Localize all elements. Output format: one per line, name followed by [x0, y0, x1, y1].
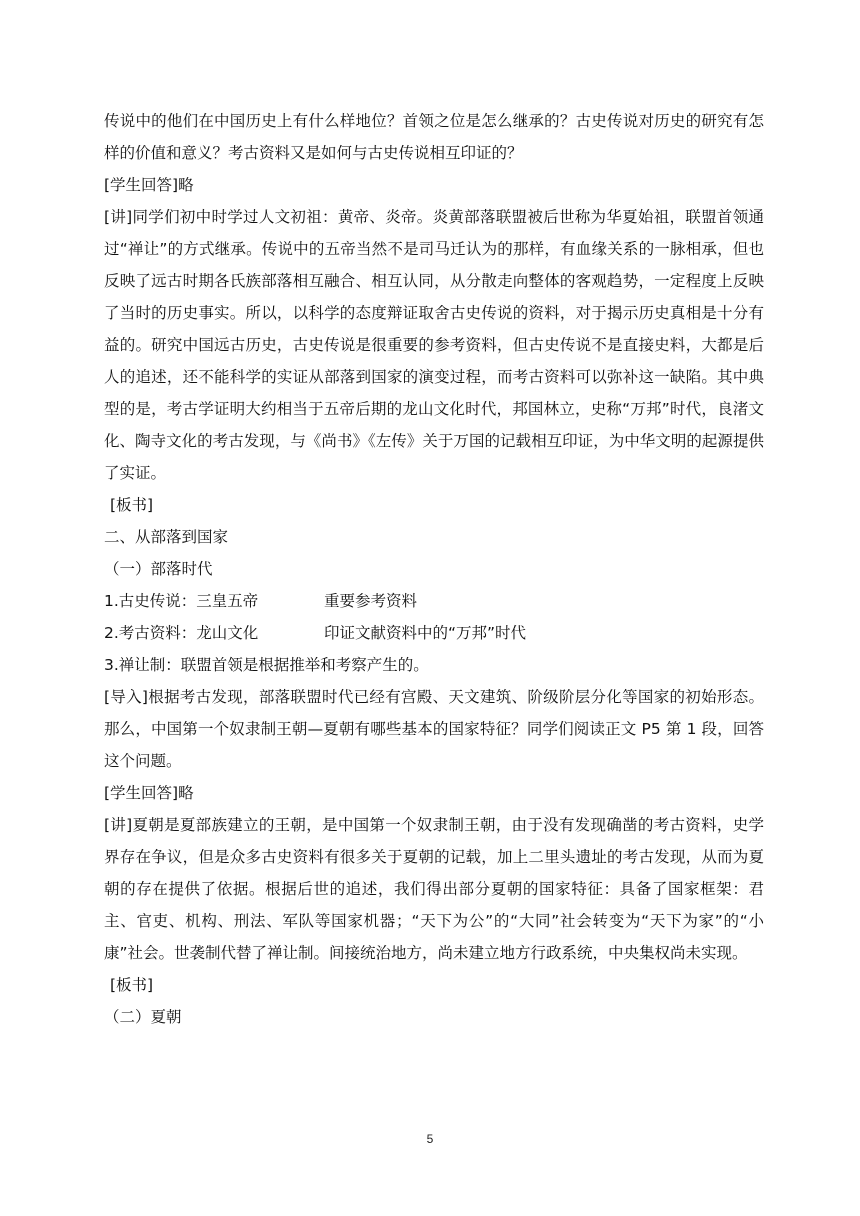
section-title: 二、从部落到国家	[104, 528, 229, 546]
intro-paragraph: [导入]根据考古发现，部落联盟时代已经有宫殿、天文建筑、阶级阶层分化等国家的初始形态。那么，中国第一个奴隶制王朝—夏朝有哪些基本的国家特征？同学们阅读正文 P5 第 1 段，回答这个问题。	[104, 688, 764, 770]
subsection-title-1: （一）部落时代	[104, 560, 213, 578]
paragraph-questions: 传说中的他们在中国历史上有什么样地位？首领之位是怎么继承的？古史传说对历史的研究有怎样的价值和意义？考古资料又是如何与古史传说相互印证的？	[104, 112, 764, 162]
list-item-left: 1.古史传说：三皇五帝	[104, 592, 259, 610]
lecture-paragraph-1: [讲]同学们初中时学过人文初祖：黄帝、炎帝。炎黄部落联盟被后世称为华夏始祖，联盟首领通过“禅让”的方式继承。传说中的五帝当然不是司马迁认为的那样，有血缘关系的一脉相承，但也反映了远古时期各氏族部落相互融合、相互认同，从分散走向整体的客观趋势，一定程度上反映了当时的历史事实。所以，以科学的态度辩证取舍古史传说的资料，对于揭示历史真相是十分有益的。研究中国远古历史，古史传说是很重要的参考资料，但古史传说不是直接史料，大都是后人的追述，还不能科学的实证从部落到国家的演变过程，而考古资料可以弥补这一缺陷。其中典型的是，考古学证明大约相当于五帝后期的龙山文化时代，邦国林立，史称“万邦”时代，良渚文化、陶寺文化的考古发现，与《尚书》《左传》关于万国的记载相互印证，为中华文明的起源提供了实证。	[104, 208, 764, 482]
list-item	[104, 585, 764, 617]
board-label-1: [板书]	[110, 496, 154, 514]
student-answer-2: [学生回答]略	[104, 784, 194, 802]
board-label-2: [板书]	[110, 976, 154, 994]
list-item	[104, 617, 764, 649]
list-item-left: 2.考古资料：龙山文化	[104, 624, 259, 642]
student-answer-1: [学生回答]略	[104, 176, 194, 194]
page-number: 5	[426, 1132, 434, 1146]
subsection-title-2: （二）夏朝	[104, 1008, 182, 1026]
lecture-paragraph-2: [讲]夏朝是夏部族建立的王朝，是中国第一个奴隶制王朝，由于没有发现确凿的考古资料，史学界存在争议，但是众多古史资料有很多关于夏朝的记载，加上二里头遗址的考古发现，从而为夏朝的存在提供了依据。根据后世的追述，我们得出部分夏朝的国家特征：具备了国家框架：君主、官吏、机构、刑法、军队等国家机器；“天下为公”的“大同”社会转变为“天下为家”的“小康”社会。世袭制代替了禅让制。间接统治地方，尚未建立地方行政系统，中央集权尚未实现。	[104, 816, 764, 962]
list-item-right: 印证文献资料中的“万邦”时代	[324, 624, 527, 642]
document-body	[104, 105, 764, 1033]
list-item-right: 重要参考资料	[324, 592, 418, 610]
list-item-3: 3.禅让制：联盟首领是根据推举和考察产生的。	[104, 656, 429, 674]
